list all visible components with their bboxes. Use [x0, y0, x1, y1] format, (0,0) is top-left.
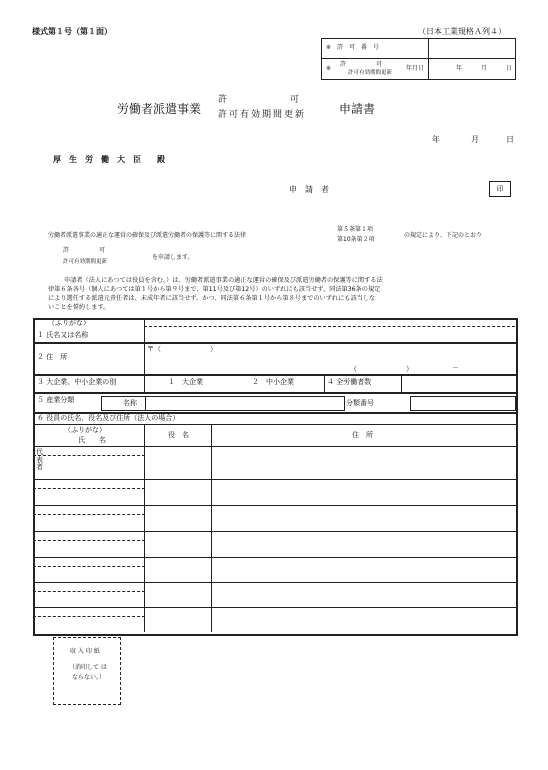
- employees-column-divider: [324, 374, 325, 392]
- permit-number-label: ※ 許 可 番 号: [326, 44, 380, 51]
- officer-row-3-furigana: [33, 514, 145, 515]
- address-label: ２ 住 所: [37, 353, 68, 361]
- intro-line2-suffix: を申請します。: [152, 254, 194, 261]
- officer-row-6-furigana: [33, 591, 145, 592]
- intro-permit-top: 許 可: [63, 247, 106, 254]
- intro-article-bottom: 第10条第２項: [337, 236, 375, 243]
- officers-title-header: 役 名: [168, 431, 189, 439]
- officers-label: ６ 役員の氏名、役名及び住所（法人の場合）: [37, 414, 180, 422]
- officers-columns-divider: [33, 446, 516, 447]
- permit-date-top: 許 可: [340, 61, 383, 68]
- industry-name-divider: [145, 396, 146, 410]
- officers-furigana: （ふりがな）: [64, 426, 106, 434]
- name-column-divider: [144, 320, 145, 342]
- date-day: 日: [506, 135, 514, 144]
- revenue-stamp-line3: ならない。）: [72, 674, 106, 681]
- applicant-label: 申 請 者: [289, 185, 329, 194]
- employees-label: ４ 全労働者数: [327, 378, 372, 386]
- officer-row-3-divider: [33, 531, 516, 532]
- officer-row-4-divider: [33, 557, 516, 558]
- row-divider-3: [33, 392, 516, 394]
- officer-row-2-divider: [33, 505, 516, 506]
- declaration-line3: により選任する派遣元責任者は、未成年者に該当せず、かつ、同法第６条第１号から第８号までのいずれにも該当しな: [48, 295, 376, 302]
- date-year: 年: [432, 135, 440, 144]
- permit-date-year: 年: [456, 65, 463, 72]
- officer-row-4-furigana: [33, 540, 145, 541]
- officer-row-5-furigana: [33, 566, 145, 567]
- permit-date-bottom: 許可有効期間更新: [348, 70, 393, 76]
- permit-date-suffix: 年月日: [406, 65, 425, 72]
- declaration-line2: 律第６条各号（個人にあつては第１号から第９号まで、第11号及び第12号）のいずれにも該当せず、同法第36条の規定: [48, 286, 381, 293]
- company-size-option-1[interactable]: １ 大企業: [168, 378, 203, 386]
- intro-line1: 労働者派遣事業の適正な運営の確保及び派遣労働者の保護等に関する法律: [48, 232, 247, 239]
- classification-box: [410, 396, 516, 411]
- officer-row-1-furigana: [33, 455, 145, 456]
- industry-label: ５ 産業分類: [37, 396, 75, 404]
- intro-permit-bottom: 許可有効期間更新: [63, 259, 108, 265]
- title-permit-top: 許 可: [218, 95, 300, 105]
- company-size-label: ３ 大企業、中小企業の別: [37, 378, 117, 386]
- officers-name-header: 氏 名: [78, 436, 106, 444]
- date-month: 月: [471, 135, 479, 144]
- employees-value-divider: [401, 374, 402, 392]
- officer-row-5-divider: [33, 582, 516, 583]
- jis-note: （日本工業規格Ａ列４）: [418, 27, 506, 36]
- intro-line1-suffix: の規定により、下記のとおり: [404, 232, 483, 239]
- revenue-stamp-line1: 収 入 印 紙: [70, 648, 100, 655]
- row-divider-1: [33, 342, 516, 344]
- officer-row-6-divider: [33, 607, 516, 608]
- title-main: 労働者派遣事業: [117, 102, 202, 116]
- main-form-table: [33, 318, 518, 636]
- officer-row-1-divider: [33, 479, 516, 480]
- phone-dash: －: [452, 364, 459, 372]
- permit-box-divider: [321, 58, 515, 59]
- permit-date-month: 月: [481, 65, 488, 72]
- form-number: 様式第１号（第１面）: [32, 27, 112, 36]
- row-divider-2: [33, 374, 516, 376]
- title-suffix: 申請書: [339, 102, 376, 116]
- industry-name-box: [101, 396, 345, 411]
- officers-address-header: 住 所: [352, 431, 373, 439]
- seal-mark: 印: [489, 181, 511, 197]
- name-label: １ 氏名又は名称: [37, 331, 89, 339]
- intro-article-top: 第５条第１項: [337, 226, 374, 233]
- address-column-divider: [144, 342, 145, 374]
- revenue-stamp-line2: （消印して は: [69, 664, 107, 671]
- furigana-divider: [144, 326, 515, 327]
- classification-label: 分類番号: [346, 399, 374, 407]
- industry-name-label: 名称: [123, 399, 137, 407]
- addressee: 厚 生 労 働 大 臣 殿: [53, 155, 165, 164]
- title-permit-bottom: 許可有効期間更新: [218, 110, 307, 120]
- company-size-option-2[interactable]: ２ 中小企業: [252, 378, 294, 386]
- declaration-line4: いことを誓約します。: [48, 304, 110, 311]
- officer-row-2-furigana: [33, 488, 145, 489]
- officers-title-column: [211, 424, 212, 632]
- permit-box-column-divider: [428, 38, 429, 79]
- phone-paren: （ ）: [350, 365, 413, 373]
- company-size-column-divider: [144, 374, 145, 392]
- permit-date-mark: ※: [326, 65, 332, 72]
- representative-label: 代表者: [36, 448, 43, 472]
- declaration-line1: 申請者（法人にあつては役員を含む。）は、労働者派遣事業の適正な運営の確保及び派遣労働者の保護等に関する法: [64, 277, 383, 284]
- officers-header-divider: [33, 424, 516, 425]
- officer-row-7-furigana: [33, 616, 145, 617]
- permit-date-day: 日: [506, 65, 513, 72]
- postal-mark: 〒（ ）: [147, 345, 217, 353]
- furigana-label: （ふりがな）: [48, 319, 90, 327]
